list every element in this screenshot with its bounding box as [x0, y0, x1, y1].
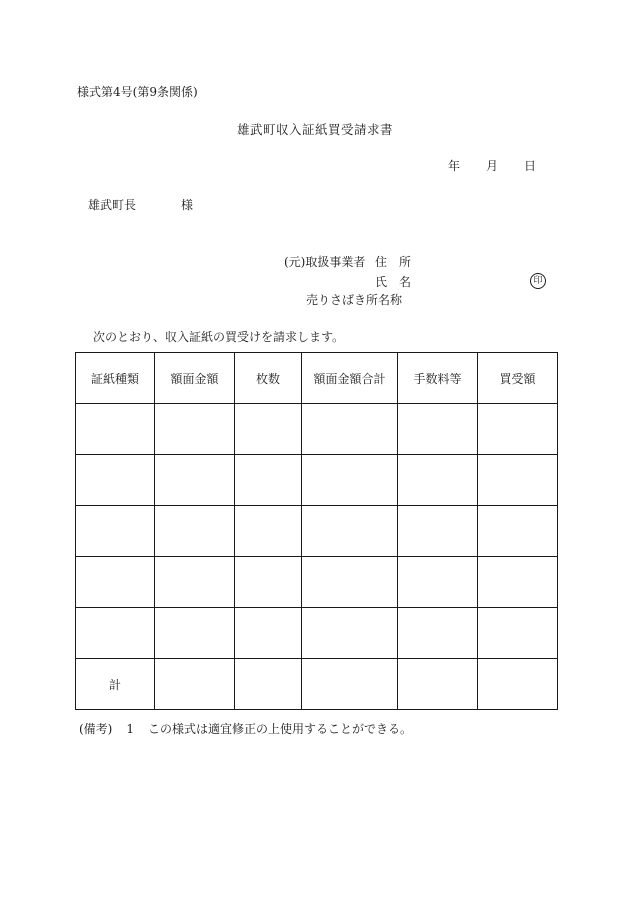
seal-icon: 印: [530, 273, 546, 289]
table-cell[interactable]: [76, 506, 155, 557]
table-cell[interactable]: [398, 557, 478, 608]
table-cell[interactable]: [398, 455, 478, 506]
table-header-row: [76, 353, 558, 404]
table-cell[interactable]: [302, 608, 398, 659]
header-purchase-amount: 買受額: [478, 353, 558, 404]
table-row: [76, 404, 558, 455]
table-cell[interactable]: [398, 608, 478, 659]
table-cell[interactable]: [76, 455, 155, 506]
intro-text: 次のとおり、収入証紙の買受けを請求します。: [93, 330, 345, 344]
form-number: 様式第4号(第9条関係): [77, 85, 198, 99]
table-cell[interactable]: [235, 506, 302, 557]
date-month-label: 月: [486, 159, 499, 173]
table-cell[interactable]: [155, 608, 235, 659]
table-cell[interactable]: [478, 404, 558, 455]
table-cell[interactable]: [478, 455, 558, 506]
table-row: [76, 455, 558, 506]
table-row: [76, 557, 558, 608]
stamp-request-table: [75, 352, 558, 710]
total-label: 計: [76, 659, 155, 710]
table-cell[interactable]: [155, 404, 235, 455]
date-day-label: 日: [524, 159, 537, 173]
table-cell[interactable]: [235, 455, 302, 506]
addressee: [88, 199, 193, 211]
table-cell[interactable]: [155, 455, 235, 506]
date-line: [448, 160, 536, 172]
table-cell[interactable]: [235, 608, 302, 659]
address-label: 住 所: [375, 255, 412, 269]
table-cell[interactable]: [478, 506, 558, 557]
table-row: [76, 608, 558, 659]
header-quantity: 枚数: [235, 353, 302, 404]
addressee-honorific: 様: [181, 198, 194, 212]
table-cell[interactable]: [235, 557, 302, 608]
remarks-number: 1: [126, 722, 135, 736]
remarks: [79, 723, 412, 735]
table-cell[interactable]: [302, 455, 398, 506]
table-cell[interactable]: [302, 659, 398, 710]
remarks-label: (備考): [79, 722, 113, 736]
table-total-row: [76, 659, 558, 710]
table-cell[interactable]: [235, 659, 302, 710]
table-cell[interactable]: [398, 404, 478, 455]
header-face-value-total: 額面金額合計: [302, 353, 398, 404]
table-cell[interactable]: [76, 608, 155, 659]
name-label: 氏 名: [375, 275, 412, 289]
header-stamp-type: 証紙種類: [76, 353, 155, 404]
addressee-name: 雄武町長: [88, 198, 137, 212]
table-row: [76, 506, 558, 557]
table-cell[interactable]: [302, 557, 398, 608]
shop-name-label: 売りさばき所名称: [306, 293, 403, 307]
table-cell[interactable]: [155, 557, 235, 608]
table-cell[interactable]: [235, 404, 302, 455]
table-cell[interactable]: [302, 506, 398, 557]
header-fees: 手数料等: [398, 353, 478, 404]
remarks-text: この様式は適宜修正の上使用することができる。: [148, 722, 413, 736]
table-cell[interactable]: [302, 404, 398, 455]
table-cell[interactable]: [478, 608, 558, 659]
table-cell[interactable]: [478, 557, 558, 608]
date-year-label: 年: [448, 159, 461, 173]
table-cell[interactable]: [398, 659, 478, 710]
table-cell[interactable]: [155, 506, 235, 557]
table-cell[interactable]: [478, 659, 558, 710]
table-cell[interactable]: [155, 659, 235, 710]
header-face-value: 額面金額: [155, 353, 235, 404]
applicant-label: (元)取扱事業者: [284, 255, 366, 269]
table-cell[interactable]: [76, 557, 155, 608]
table-cell[interactable]: [76, 404, 155, 455]
table-cell[interactable]: [398, 506, 478, 557]
document-title: 雄武町収入証紙買受請求書: [236, 122, 393, 137]
